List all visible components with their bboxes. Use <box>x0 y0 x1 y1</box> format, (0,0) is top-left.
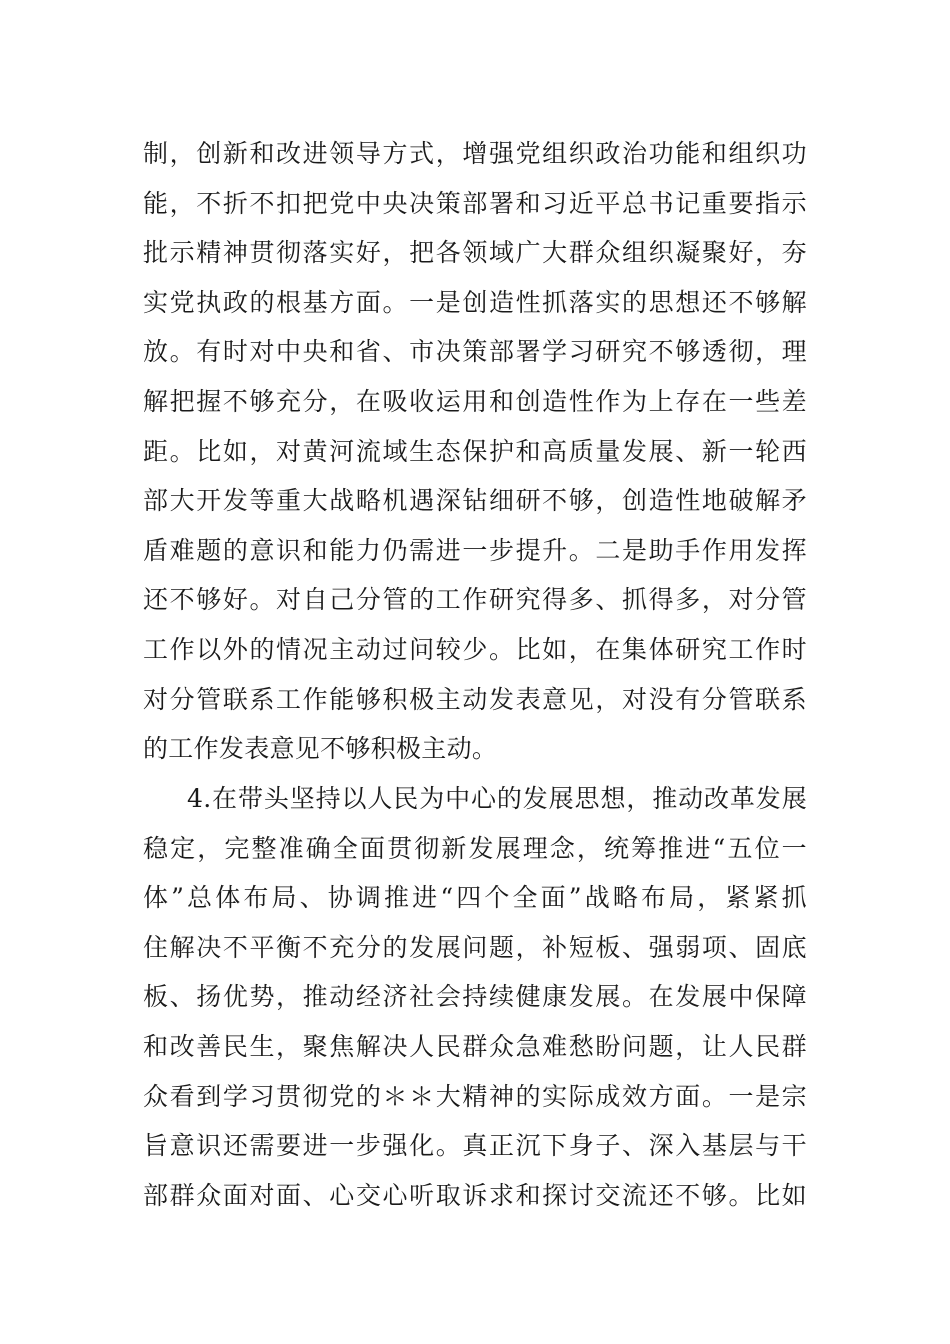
paragraph-2 <box>143 774 807 1220</box>
paragraph-line: 和改善民生，聚焦解决人民群众急难愁盼问题，让人民群 <box>143 1031 807 1061</box>
paragraph-line: 旨意识还需要进一步强化。真正沉下身子、深入基层与干 <box>143 1131 807 1161</box>
paragraph-line: 稳定，完整准确全面贯彻新发展理念，统筹推进“五位一 <box>143 833 807 863</box>
paragraph-line: 放。有时对中央和省、市决策部署学习研究不够透彻，理 <box>143 337 807 367</box>
paragraph-line: 对分管联系工作能够积极主动发表意见，对没有分管联系 <box>143 684 807 714</box>
paragraph-line: 体”总体布局、协调推进“四个全面”战略布局，紧紧抓 <box>143 883 807 913</box>
paragraph-line: 解把握不够充分，在吸收运用和创造性作为上存在一些差 <box>143 386 807 416</box>
paragraph-line: 盾难题的意识和能力仍需进一步提升。二是助手作用发挥 <box>143 535 807 565</box>
paragraph-1 <box>143 129 807 774</box>
paragraph-line: 部大开发等重大战略机遇深钻细研不够，创造性地破解矛 <box>143 486 807 516</box>
paragraph-line: 板、扬优势，推动经济社会持续健康发展。在发展中保障 <box>143 982 807 1012</box>
paragraph-line: 4.在带头坚持以人民为中心的发展思想，推动改革发展 <box>187 784 807 813</box>
paragraph-line: 距。比如，对黄河流域生态保护和高质量发展、新一轮西 <box>143 436 807 466</box>
paragraph-line: 能，不折不扣把党中央决策部署和习近平总书记重要指示 <box>143 188 807 218</box>
paragraph-line: 还不够好。对自己分管的工作研究得多、抓得多，对分管 <box>143 585 807 615</box>
paragraph-line: 的工作发表意见不够积极主动。 <box>143 734 498 764</box>
paragraph-line: 批示精神贯彻落实好，把各领域广大群众组织凝聚好，夯 <box>143 238 807 268</box>
paragraph-line: 实党执政的根基方面。一是创造性抓落实的思想还不够解 <box>143 287 807 317</box>
paragraph-line: 制，创新和改进领导方式，增强党组织政治功能和组织功 <box>143 139 807 168</box>
paragraph-line: 工作以外的情况主动过问较少。比如，在集体研究工作时 <box>143 634 807 664</box>
paragraph-line: 众看到学习贯彻党的＊＊大精神的实际成效方面。一是宗 <box>143 1081 807 1111</box>
paragraph-line: 住解决不平衡不充分的发展问题，补短板、强弱项、固底 <box>143 932 807 962</box>
paragraph-line: 部群众面对面、心交心听取诉求和探讨交流还不够。比如 <box>143 1180 807 1210</box>
